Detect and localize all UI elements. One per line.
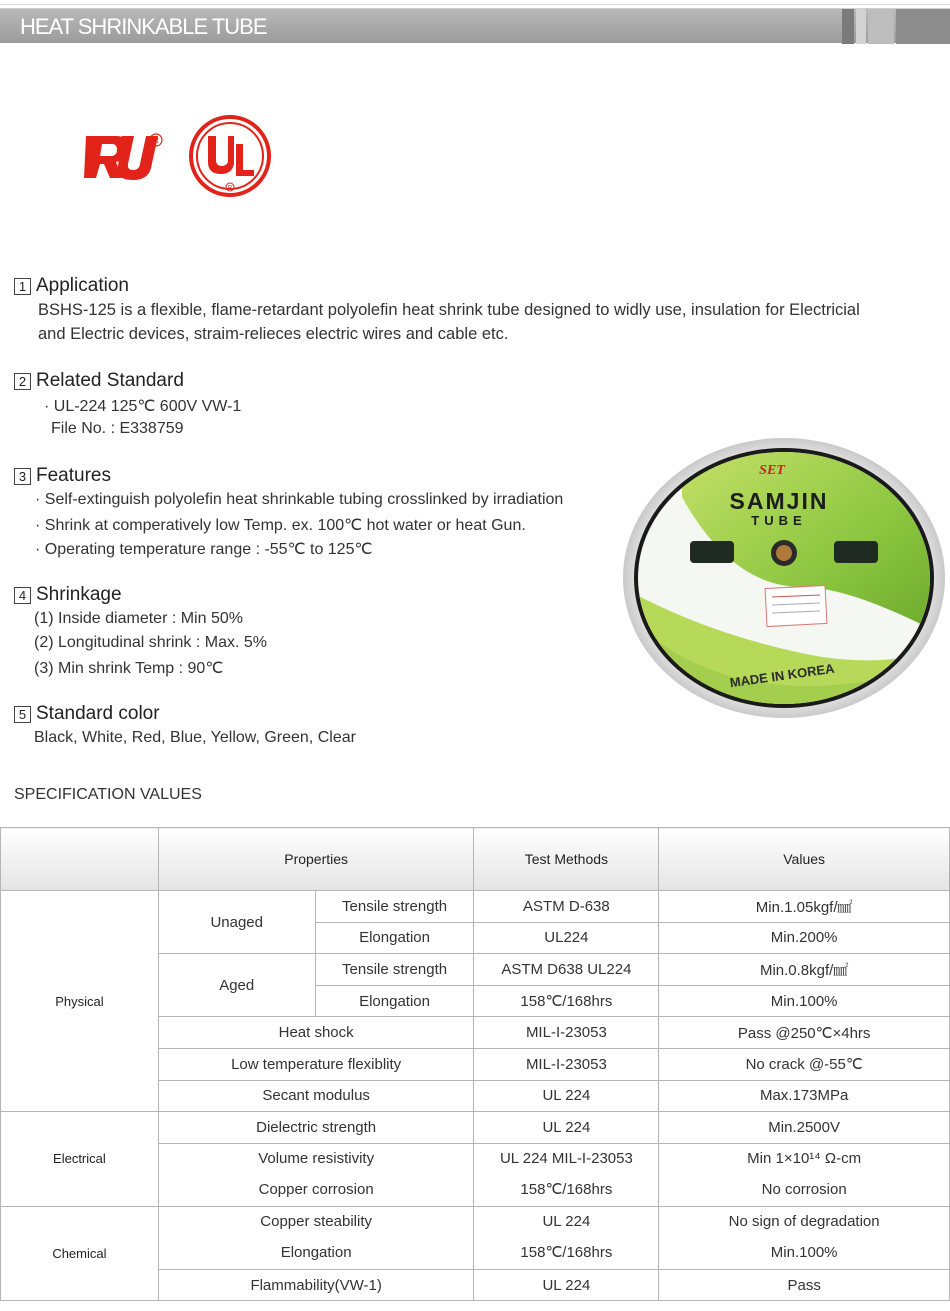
spec-table: [0, 827, 950, 1301]
section-title: Application: [36, 275, 129, 296]
section-related-standard: [14, 370, 184, 392]
value-cell: Min.200%: [659, 922, 950, 954]
property-cell: Dielectric strength: [158, 1112, 474, 1144]
method-cell: UL 224 MIL-I-23053: [499, 1150, 633, 1168]
property-cell: Tensile strength: [315, 954, 474, 986]
svg-text:R: R: [227, 185, 233, 192]
property-cell: Copper steability: [260, 1213, 372, 1231]
reel-origin: MADE IN KOREA: [728, 660, 836, 691]
feature-line: · Self-extinguish polyolefin heat shrinkable tubing crosslinked by irradiation: [35, 491, 564, 508]
feature-line: · Operating temperature range : -55℃ to 125℃: [35, 541, 373, 558]
property-cell: Flammability(VW-1): [158, 1269, 474, 1301]
value-cell: No crack @-55℃: [659, 1048, 950, 1080]
group-aged: Aged: [158, 954, 315, 1017]
value-cell: Pass @250℃×4hrs: [659, 1017, 950, 1049]
property-cell: Elongation: [315, 985, 474, 1017]
property-cell: Tensile strength: [315, 891, 474, 923]
value-cell: No corrosion: [761, 1181, 847, 1199]
category-physical: Physical: [1, 891, 159, 1112]
property-pair-cell: [158, 1143, 474, 1206]
method-cell: ASTM D-638: [474, 891, 659, 923]
title-bar-accent: [842, 9, 854, 44]
header-test-methods: Test Methods: [474, 828, 659, 891]
svg-text:R: R: [153, 136, 159, 145]
feature-line: · Shrink at comperatively low Temp. ex. 100℃ hot water or heat Gun.: [35, 517, 526, 534]
method-cell: 158℃/168hrs: [520, 1244, 613, 1262]
header-values: Values: [659, 828, 950, 891]
title-bar-accent: [868, 9, 894, 44]
value-cell: Min.1.05kgf/㎟: [659, 891, 950, 923]
method-cell: 158℃/168hrs: [474, 985, 659, 1017]
title-bar: [0, 8, 950, 43]
property-cell: Heat shock: [158, 1017, 474, 1049]
method-cell: MIL-I-23053: [474, 1048, 659, 1080]
category-chemical: Chemical: [1, 1206, 159, 1301]
section-application: [14, 275, 129, 297]
section-shrinkage: [14, 584, 122, 606]
property-cell: Elongation: [315, 922, 474, 954]
property-cell: Secant modulus: [158, 1080, 474, 1112]
section-number: 2: [14, 373, 31, 390]
value-cell: No sign of degradation: [728, 1213, 880, 1231]
value-cell: Max.173MPa: [659, 1080, 950, 1112]
title-bar-accent: [896, 9, 950, 44]
category-electrical: Electrical: [1, 1112, 159, 1207]
shrinkage-line: (2) Longitudinal shrink : Max. 5%: [34, 634, 267, 651]
section-title: Standard color: [36, 703, 160, 724]
table-row: [1, 1206, 950, 1269]
value-cell: Min 1×10¹⁴ Ω-cm: [747, 1150, 862, 1168]
method-pair-cell: [474, 1143, 659, 1206]
ur-recognized-logo: [82, 128, 168, 188]
section-number: 5: [14, 706, 31, 723]
property-cell: Low temperature flexiblity: [158, 1048, 474, 1080]
top-rule: [0, 4, 950, 5]
method-pair-cell: [474, 1206, 659, 1269]
method-cell: UL 224: [474, 1269, 659, 1301]
application-line: BSHS-125 is a flexible, flame-retardant polyolefin heat shrink tube designed to widly use, insulation for Electricial: [38, 301, 860, 319]
property-pair-cell: [158, 1206, 474, 1269]
property-cell: Elongation: [280, 1244, 352, 1262]
page-title: HEAT SHRINKABLE TUBE: [20, 14, 267, 39]
table-row: [1, 891, 950, 923]
value-pair-cell: [659, 1206, 950, 1269]
section-title: Features: [36, 465, 111, 486]
section-number: 4: [14, 587, 31, 604]
section-standard-color: [14, 703, 160, 725]
section-title: Related Standard: [36, 370, 184, 391]
value-cell: Min.0.8kgf/㎟: [659, 954, 950, 986]
section-features: [14, 465, 111, 487]
shrinkage-line: (3) Min shrink Temp : 90℃: [34, 660, 224, 677]
property-cell: Volume resistivity: [258, 1150, 375, 1168]
method-cell: UL 224: [474, 1112, 659, 1144]
reel-name: SAMJIN: [729, 488, 829, 514]
value-cell: Min.100%: [659, 985, 950, 1017]
group-unaged: Unaged: [158, 891, 315, 954]
standard-line: · UL-224 125℃ 600V VW-1: [44, 398, 242, 415]
method-cell: 158℃/168hrs: [520, 1181, 613, 1199]
method-cell: MIL-I-23053: [474, 1017, 659, 1049]
method-cell: UL 224: [542, 1213, 591, 1231]
value-cell: Min.2500V: [659, 1112, 950, 1144]
reel-brand: SET: [759, 463, 785, 478]
product-reel-image: [622, 437, 946, 719]
spec-title: SPECIFICATION VALUES: [14, 786, 202, 803]
value-pair-cell: [659, 1143, 950, 1206]
header-properties: Properties: [158, 828, 474, 891]
section-title: Shrinkage: [36, 584, 122, 605]
property-cell: Copper corrosion: [258, 1181, 374, 1199]
section-number: 1: [14, 278, 31, 295]
header-blank: [1, 828, 159, 891]
value-cell: Min.100%: [770, 1244, 838, 1262]
shrinkage-line: (1) Inside diameter : Min 50%: [34, 610, 243, 627]
section-number: 3: [14, 468, 31, 485]
table-row: [1, 1112, 950, 1144]
method-cell: UL 224: [474, 1080, 659, 1112]
reel-sub: TUBE: [751, 513, 807, 528]
color-list: Black, White, Red, Blue, Yellow, Green, Clear: [34, 729, 356, 746]
method-cell: ASTM D638 UL224: [474, 954, 659, 986]
table-header-row: [1, 828, 950, 891]
ul-listed-logo: [188, 114, 272, 198]
file-number: File No. : E338759: [51, 420, 184, 437]
value-cell: Pass: [659, 1269, 950, 1301]
application-line: and Electric devices, straim-relieces electric wires and cable etc.: [38, 325, 509, 343]
method-cell: UL224: [474, 922, 659, 954]
title-bar-accent: [856, 9, 866, 44]
